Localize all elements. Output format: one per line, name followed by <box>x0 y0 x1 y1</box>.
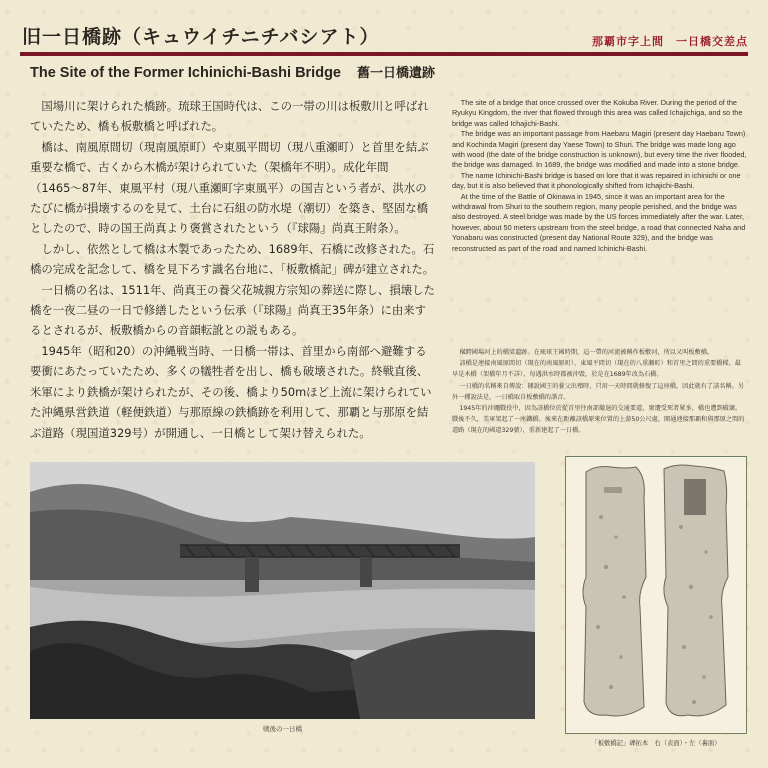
body-zh-paragraph: 一日橋的名稱來自傳說：據說國王的養父出殯時，只用一天時間就修復了這座橋，因此就有了該名稱。另外一種說法是，一日橋取自板敷橋的諧音。 <box>452 382 745 401</box>
body-zh-paragraph: 1945年的沖繩戰役中，因為該橋位於從首里往南部撤退的交通要道，衆遭受死者眾多，橋也遭到破壞。戰後不久，美軍架起了一座鐵橋。後來在距離該橋原來位置的上游50公尺處，開通連接那覇和與那原之間的道路（現在的國道329號），重新建起了一日橋。 <box>452 405 745 435</box>
photo-caption: 戦後の一日橋 <box>263 725 302 733</box>
page-title-en <box>30 62 435 81</box>
stele-rubbing-image <box>565 456 747 734</box>
body-ja-paragraph: 橋は、南風原間切（現南風原町）や東風平間切（現八重瀬町）と首里を結ぶ重要な橋で、古くから木橋が架けられていた（架橋年不明）。成化年間（1465〜87年、東風平村（現八重瀬町字東風平）の国吉という者が、洪水のたびに橋が損壊するのを見て、土台に石組の防水堤（潮切）を築き、堅固な橋としたので、時の国王尚真より褒賞されたという（『球陽』尚真王附条）。 <box>30 139 429 236</box>
page-title-ja: 旧一日橋跡（キュウイチニチバシアト） <box>22 26 380 48</box>
body-en-paragraph: At the time of the Battle of Okinawa in 1945, since it was an important area for the withdrawal from Shuri to the southern region, many people perished, and the bridge was also destroyed. A steel bridge was made by the US forces immediately after the war. Later, however, about 50 meters upstream from the steel bridge, a road that connected Naha and Yonabaru was constructed (present day National Route 329), and the bridge was reconstructed as part of the road and named Ichinichi-Bashi. <box>452 191 746 253</box>
body-zh-paragraph: 橫跨國場河上的橋梁遺跡。在琉球王國時期，這一帶的河流被稱作板敷河，所以又叫板敷橋。 <box>459 349 714 356</box>
postwar-bridge-photo <box>30 462 535 719</box>
body-zh-paragraph: 該橋是連接南風原間切（現在的南風原町）、東風平間切（現在的八重瀬町）和首里之間的重要橋樑。最早是木橋（架橋年月不詳），每遇洪水時都被沖毀，於是在1689年改為石橋。 <box>452 360 741 379</box>
body-en-paragraph: The site of a bridge that once crossed over the Kokuba River. During the period of the Ryukyu Kingdom, the river that flowed through this area was called Ichajichiga, and so the bridge was called Ichajichi-Bashi. <box>452 98 743 128</box>
body-ja-paragraph: 1945年（昭和20）の沖縄戦当時、一日橋一帯は、首里から南部へ避難する要衝にあたっていたため、多くの犠牲者を出し、橋も破壊された。終戦直後、米軍により鉄橋が架けられたが、その後、橋より50mほど上流に架けられていた沖縄県営鉄道（軽便鉄道）与那原線の鉄橋跡を利用して、那覇と与那原を結ぶ道路（現国道329号）が開通し、一日橋として架け替えられた。 <box>30 343 432 440</box>
body-en-paragraph: The name Ichinichi-Bashi bridge is based on lore that it was repaired in ichinichi or one day, but it is also believed that it phonologically shifted from Ichajichi-Bashi. <box>452 170 741 191</box>
page-title-zh: 舊一日橋遺跡 <box>357 66 436 81</box>
photo-illustration <box>30 462 535 719</box>
title-divider <box>20 52 748 56</box>
body-en-paragraph: The bridge was an important passage from Haebaru Magiri (present day Haebaru Town) and Kochinda Magiri (present day Yaese Town) to Shuri. The bridge was made long ago with wood (the date of the bridge construction is unknown), but every time the river flooded, the bridge was damaged. In 1689, the bridge was modified and made into a stone bridge. <box>452 129 747 170</box>
body-text-en <box>452 98 747 254</box>
body-ja-paragraph: しかし、依然として橋は木製であったため、1689年、石橋に改修された。石橋の完成を記念して、橋を見下ろす識名台地に、「板敷橋記」碑が建立された。 <box>30 241 435 277</box>
body-ja-paragraph: 国場川に架けられた橋跡。琉球王国時代は、この一帯の川は板敷川と呼ばれていたため、橋も板敷橋と呼ばれた。 <box>30 99 429 134</box>
rubbing-illustration <box>566 457 745 732</box>
rubbing-caption: 「板敷橋記」碑拓本 右（表面）・左（裏面） <box>591 740 721 747</box>
page-title-en-text: The Site of the Former Ichinichi-Bashi Bridge <box>30 65 341 81</box>
body-text-zh <box>452 347 747 437</box>
body-ja-paragraph: 一日橋の名は、1511年、尚真王の養父花城親方宗知の葬送に際し、損壊した橋を一夜二昼の一日で修繕したという伝承（『球陽』尚真王35年条）に由来するとされるが、板敷橋からの音韻転訛との説もある。 <box>30 282 435 338</box>
body-text-ja <box>30 96 435 443</box>
location-label: 那覇市字上間 一日橋交差点 <box>592 35 748 48</box>
